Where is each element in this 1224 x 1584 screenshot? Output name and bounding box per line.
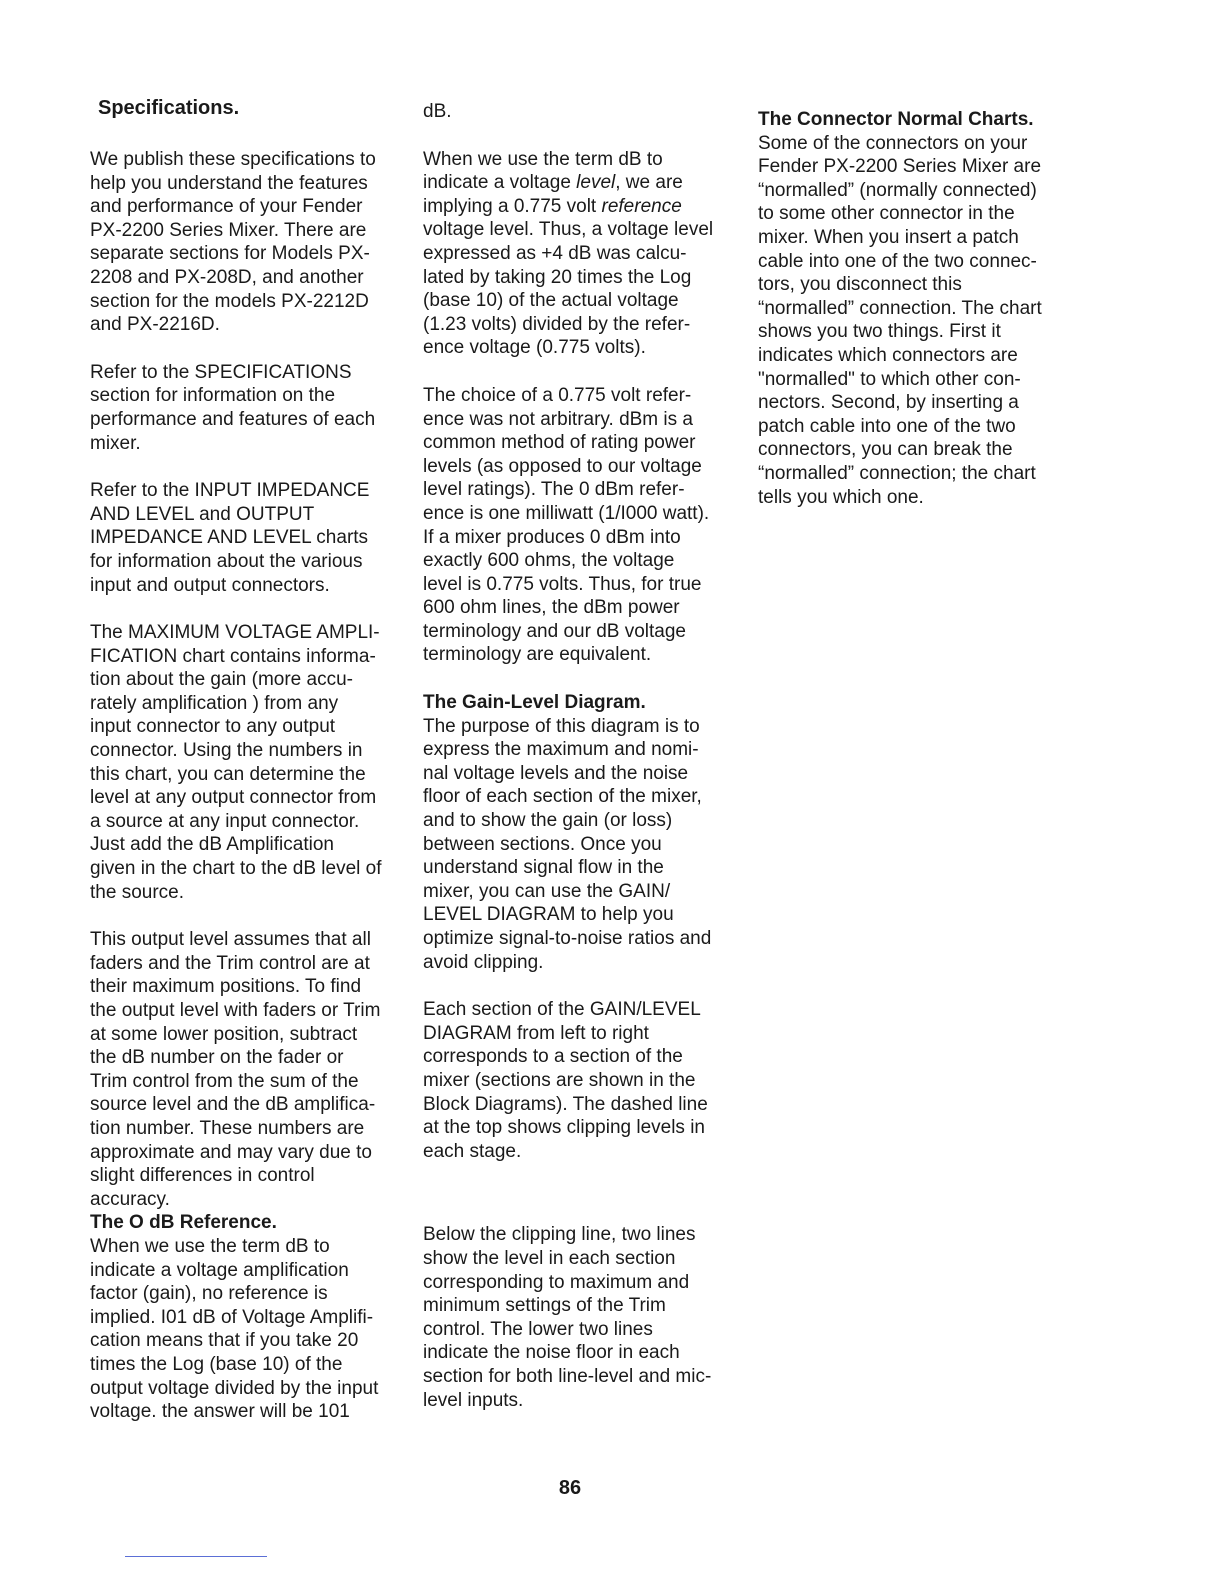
output-level-paragraph: This output level assumes that all faders and the Trim control are at their maximum positions. To find the output level with faders or Trim at some lower position, subtract the dB number on the fader or Trim control from the sum of the source level and the dB amplifica- tion number. These numbers are approximate and may vary due to slight differences in control accuracy. xyxy=(90,929,381,1210)
column-middle xyxy=(423,100,743,1412)
zero-db-reference-heading: The O dB Reference. xyxy=(90,1212,277,1234)
column-left xyxy=(90,148,410,1424)
page-number: 86 xyxy=(558,1477,582,1499)
max-voltage-paragraph: The MAXIMUM VOLTAGE AMPLI- FICATION chart contains informa- tion about the gain (more accu- rately amplification ) from any input connector to any output connector. Using the numbers in this chart, you can determine the level at any output connector from a source at any input connector. Just add the dB Amplification given in the chart to the dB level of the source. xyxy=(90,622,382,903)
connector-normal-paragraph: Some of the connectors on your Fender PX-2200 Series Mixer are “normalled” (normally connected) to some other connector in the mixer. When you insert a patch cable into one of the two connec- tors, you disconnect this “normalled” connection. The chart shows you two things. First it indicates which connectors are "normalled" to which other con- nectors. Second, by inserting a patch cable into one of the two connectors, you can break the “normalled” connection; the chart tells you which one. xyxy=(758,132,1042,508)
impedance-refer-paragraph: Refer to the INPUT IMPEDANCE AND LEVEL and OUTPUT IMPEDANCE AND LEVEL charts for information about the various input and output connectors. xyxy=(90,480,370,596)
specifications-intro-paragraph: We publish these specifications to help you understand the features and performance of your Fender PX-2200 Series Mixer. There are separate sections for Models PX- 2208 and PX-208D, and another section for the models PX-2212D and PX-2216D. xyxy=(90,149,376,336)
gain-level-sections-paragraph: Each section of the GAIN/LEVEL DIAGRAM from left to right corresponds to a section of the mixer (sections are shown in the Block Diagrams). The dashed line at the top shows clipping levels in each stage. xyxy=(423,999,708,1162)
clipping-line-paragraph: Below the clipping line, two lines show the level in each section corresponding to maximum and minimum settings of the Trim control. The lower two lines indicate the noise floor in each section for both line-level and mic- level inputs. xyxy=(423,1224,712,1411)
footer-rule xyxy=(125,1556,267,1557)
column-right xyxy=(758,108,1078,509)
connector-normal-heading: The Connector Normal Charts. xyxy=(758,109,1034,130)
dbm-reference-paragraph: The choice of a 0.775 volt refer- ence was not arbitrary. dBm is a common method of rating power levels (as opposed to our voltage level ratings). The 0 dBm refer- ence is one milliwatt (1/I000 watt). If a mixer produces 0 dBm into exactly 600 ohms, the voltage level is 0.775 volts. Thus, for true 600 ohm lines, the dBm power terminology and our dB voltage terminology are equivalent. xyxy=(423,384,710,666)
specifications-refer-paragraph: Refer to the SPECIFICATIONS section for information on the performance and features of each mixer. xyxy=(90,361,376,454)
db-continuation: dB. xyxy=(423,101,452,122)
gain-level-heading: The Gain-Level Diagram. xyxy=(423,692,646,714)
specifications-title: Specifications. xyxy=(98,97,240,119)
zero-db-reference-paragraph: When we use the term dB to indicate a voltage amplification factor (gain), no reference is implied. I01 dB of Voltage Amplifi- cation means that if you take 20 times the Log (base 10) of the output voltage divided by the input voltage. the answer will be 101 xyxy=(90,1235,379,1423)
gain-level-paragraph: The purpose of this diagram is to express the maximum and nomi- nal voltage levels and the noise floor of each section of the mixer, and to show the gain (or loss) between sections. Once you understand signal flow in the mixer, you can use the GAIN/ LEVEL DIAGRAM to help you optimize signal-to-noise ratios and avoid clipping. xyxy=(423,715,712,973)
voltage-level-paragraph: When we use the term dB to indicate a voltage level, we are implying a 0.775 volt reference voltage level. Thus, a voltage level expressed as +4 dB was calcu- lated by taking 20 times the Log (base 10) of the actual voltage (1.23 volts) divided by the refer- ence voltage (0.775 volts). xyxy=(423,148,714,359)
